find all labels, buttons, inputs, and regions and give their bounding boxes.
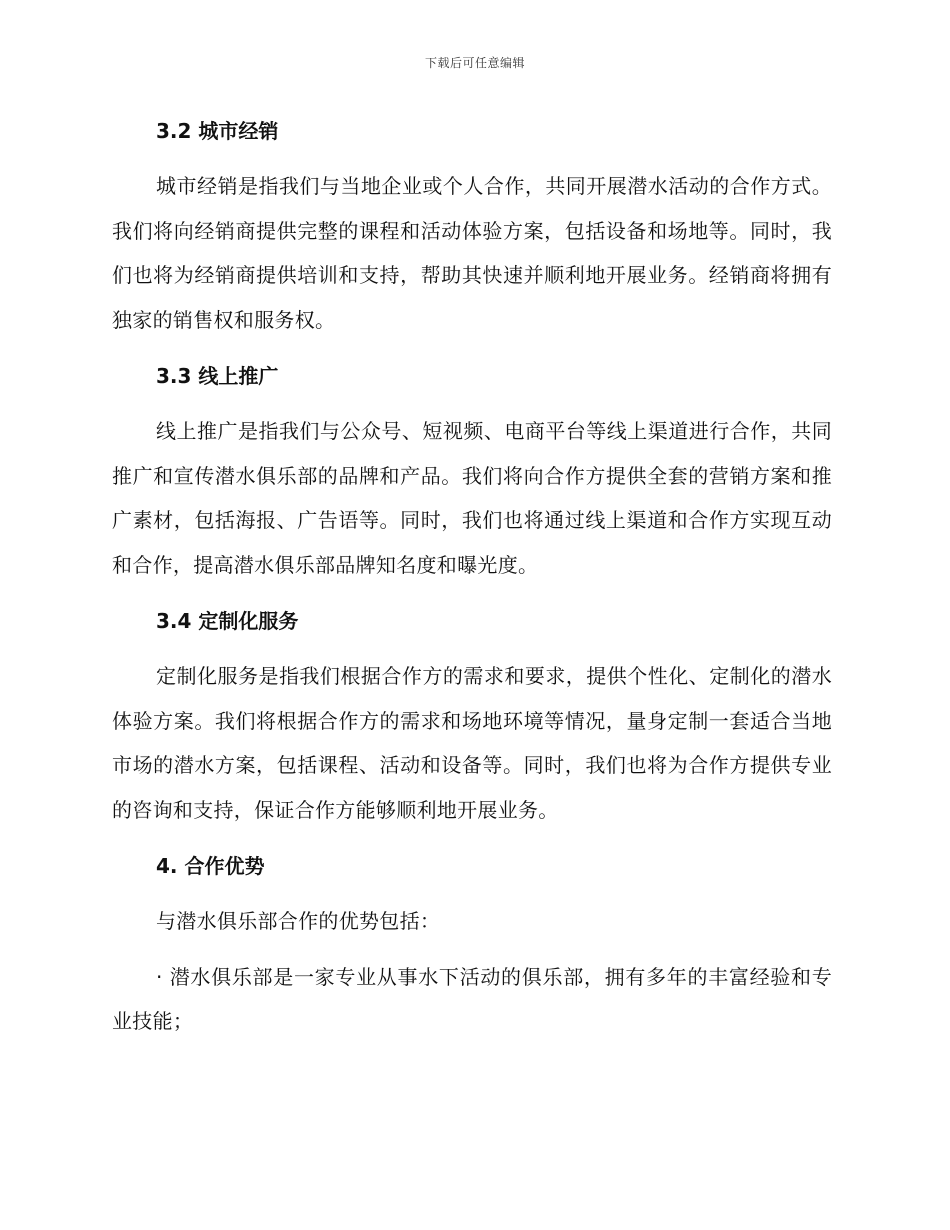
- section-paragraph-3-3: 线上推广是指我们与公众号、短视频、电商平台等线上渠道进行合作，共同推广和宣传潜水俱乐部的品牌和产品。我们将向合作方提供全套的营销方案和推广素材，包括海报、广告语等。同时，我们也将通过线上渠道和合作方实现互动和合作，提高潜水俱乐部品牌知名度和曝光度。: [112, 419, 832, 577]
- section-heading-4: 4. 合作优势: [156, 854, 265, 878]
- document-body: [112, 108, 832, 1044]
- section-paragraph-3-4: 定制化服务是指我们根据合作方的需求和要求，提供个性化、定制化的潜水体验方案。我们将根据合作方的需求和场地环境等情况，量身定制一套适合当地市场的潜水方案，包括课程、活动和设备等。同时，我们也将为合作方提供专业的咨询和支持，保证合作方能够顺利地开展业务。: [112, 664, 832, 822]
- section-paragraph-4-intro: 与潜水俱乐部合作的优势包括：: [156, 909, 441, 933]
- bullet-list-item: · 潜水俱乐部是一家专业从事水下活动的俱乐部，拥有多年的丰富经验和专业技能；: [112, 964, 832, 1033]
- section-heading-3-4: 3.4 定制化服务: [156, 609, 299, 633]
- section-heading-3-2: 3.2 城市经销: [156, 119, 279, 143]
- section-paragraph-3-2: 城市经销是指我们与当地企业或个人合作，共同开展潜水活动的合作方式。我们将向经销商提供完整的课程和活动体验方案，包括设备和场地等。同时，我们也将为经销商提供培训和支持，帮助其快速并顺利地开展业务。经销商将拥有独家的销售权和服务权。: [112, 174, 832, 332]
- section-heading-3-3: 3.3 线上推广: [156, 364, 279, 388]
- page-header: 下载后可任意编辑: [424, 56, 525, 70]
